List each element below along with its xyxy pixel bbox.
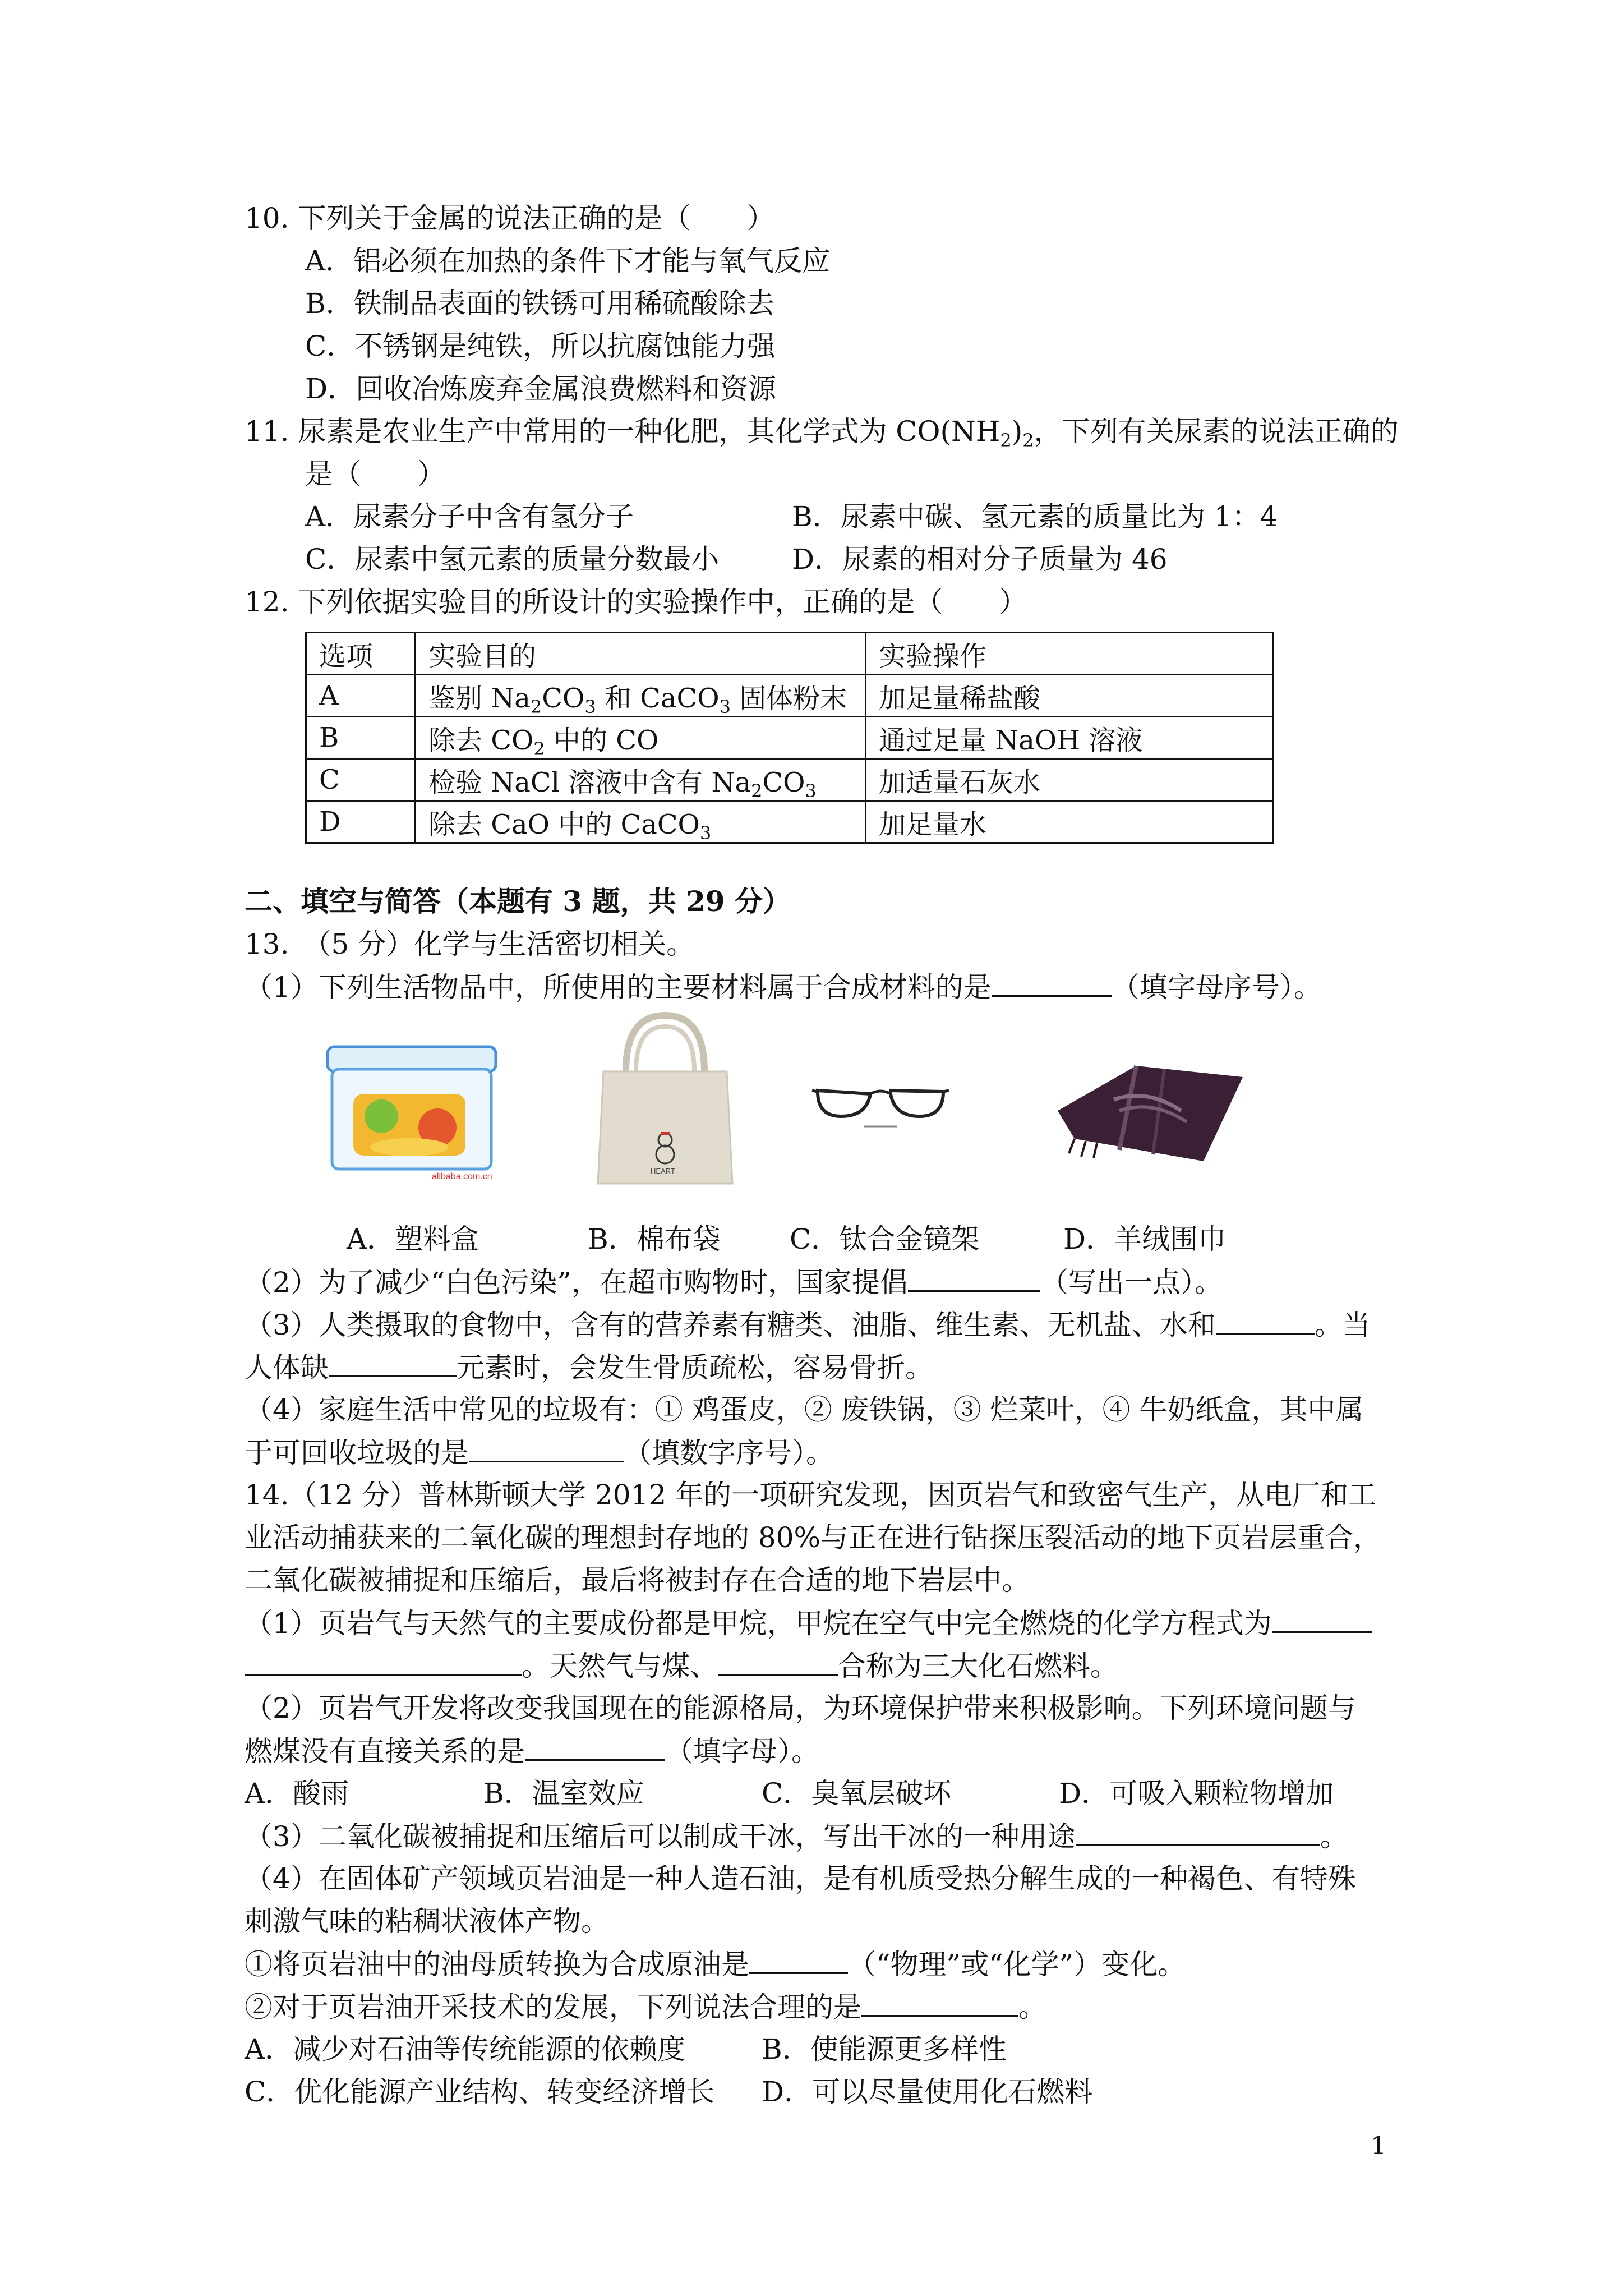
q10-option-b: B．铁制品表面的铁锈可用稀硫酸除去 bbox=[305, 287, 774, 320]
q14-option-b: B．使能源更多样性 bbox=[762, 2033, 1007, 2065]
q10-option-d: D．回收冶炼废弃金属浪费燃料和资源 bbox=[305, 372, 777, 405]
answer-blank[interactable] bbox=[1216, 1307, 1315, 1335]
table-cell-goal: 检验 NaCl 溶液中含有 $Na_2CO_3$ bbox=[416, 759, 866, 801]
table-row bbox=[306, 801, 1274, 843]
table-cell-operation: 加足量水 bbox=[866, 801, 1274, 843]
section-heading: 二、填空与简答（本题有 3 题，共 29 分） bbox=[245, 885, 791, 918]
q13-part3: （3）人类摄取的食物中，含有的营养素有糖类、油脂、维生素、无机盐、水和 。当 bbox=[245, 1307, 1371, 1342]
q14-part1-line2: 。天然气与煤、 合称为三大化石燃料。 bbox=[245, 1648, 1118, 1683]
q14-option-a: A．减少对石油等传统能源的依赖度 bbox=[245, 2033, 686, 2065]
titanium-glasses-image bbox=[808, 1077, 953, 1133]
q13-stem: 13. （5 分）化学与生活密切相关。 bbox=[245, 928, 695, 960]
table-cell-operation: 加足量稀盐酸 bbox=[866, 675, 1274, 717]
image-watermark: alibaba.com.cn bbox=[432, 1172, 492, 1181]
table-cell-option: D bbox=[306, 801, 416, 843]
q14-part2-option-b: B．温室效应 bbox=[483, 1777, 644, 1810]
q10-option-c: C．不锈钢是纯铁，所以抗腐蚀能力强 bbox=[305, 330, 776, 362]
q13-part4-line2: 于可回收垃圾的是 （填数字序号）。 bbox=[245, 1435, 834, 1470]
cotton-bag-image bbox=[592, 1010, 738, 1189]
bag-print-text: HEART bbox=[651, 1167, 675, 1175]
q13-item-c: C．钛合金镜架 bbox=[790, 1223, 980, 1255]
answer-blank[interactable] bbox=[992, 969, 1112, 997]
answer-blank[interactable] bbox=[469, 1435, 624, 1462]
q13-item-d: D．羊绒围巾 bbox=[1063, 1223, 1227, 1255]
answer-blank[interactable] bbox=[245, 1648, 522, 1676]
table-cell-option: A bbox=[306, 675, 416, 717]
q13-part3-line2: 人体缺 元素时，会发生骨质疏松，容易骨折。 bbox=[245, 1350, 933, 1385]
q14-intro-line1: 14.（12 分）普林斯顿大学 2012 年的一项研究发现，因页岩气和致密气生产，从电厂和工 bbox=[245, 1479, 1377, 1511]
page-number: 1 bbox=[1371, 2132, 1386, 2160]
q14-part1: （1）页岩气与天然气的主要成份都是甲烷，甲烷在空气中完全燃烧的化学方程式为 bbox=[245, 1605, 1372, 1641]
q13-part4: （4）家庭生活中常见的垃圾有：① 鸡蛋皮，② 废铁锅，③ 烂菜叶，④ 牛奶纸盒，其中属 bbox=[245, 1393, 1364, 1426]
q13-item-b: B．棉布袋 bbox=[588, 1223, 721, 1255]
q11-option-d: D．尿素的相对分子质量为 46 bbox=[792, 543, 1168, 576]
q10-option-a: A．铝必须在加热的条件下才能与氧气反应 bbox=[305, 245, 831, 277]
q13-part2: （2）为了减少“白色污染”，在超市购物时，国家提倡 （写出一点）。 bbox=[245, 1264, 1223, 1300]
wool-scarf-image bbox=[1052, 1055, 1254, 1167]
table-header-row bbox=[306, 633, 1274, 675]
q12-stem: 12. 下列依据实验目的所设计的实验操作中，正确的是（ ） bbox=[245, 586, 1027, 618]
table-cell-operation: 通过足量 NaOH 溶液 bbox=[866, 717, 1274, 759]
q14-part3: （3）二氧化碳被捕捉和压缩后可以制成干冰，写出干冰的一种用途 。 bbox=[245, 1819, 1348, 1854]
table-cell-operation: 加适量石灰水 bbox=[866, 759, 1274, 801]
q14-part4-line2: 刺激气味的粘稠状液体产物。 bbox=[245, 1905, 609, 1938]
q12-table bbox=[305, 632, 1274, 844]
q11-stem: 11. 尿素是农业生产中常用的一种化肥，其化学式为 $CO(NH_2)_2$，下列有关尿素的说法正确的 bbox=[245, 415, 1399, 451]
q13-item-a: A．塑料盒 bbox=[347, 1223, 479, 1255]
q14-part4: （4）在固体矿产领域页岩油是一种人造石油，是有机质受热分解生成的一种褐色、有特殊 bbox=[245, 1862, 1356, 1895]
q14-part2-line2: 燃煤没有直接关系的是 （填字母）。 bbox=[245, 1733, 819, 1769]
q14-option-c: C．优化能源产业结构、转变经济增长 bbox=[245, 2076, 715, 2108]
answer-blank[interactable] bbox=[861, 1989, 1018, 2017]
q11-option-b: B．尿素中碳、氢元素的质量比为 1：4 bbox=[792, 500, 1278, 533]
table-cell-option: B bbox=[306, 717, 416, 759]
q14-part2-option-d: D．可吸入颗粒物增加 bbox=[1059, 1777, 1334, 1810]
q14-sub1: ①将页岩油中的油母质转换为合成原油是 （“物理”或“化学”）变化。 bbox=[245, 1947, 1186, 1982]
q13-part1: （1）下列生活物品中，所使用的主要材料属于合成材料的是 （填字母序号）。 bbox=[245, 969, 1322, 1005]
table-header-cell: 实验目的 bbox=[416, 633, 866, 675]
answer-blank[interactable] bbox=[525, 1733, 665, 1761]
table-cell-goal: 鉴别 $Na_2CO_3$ 和 CaCO$_3$ 固体粉末 bbox=[416, 675, 866, 717]
table-header-cell: 选项 bbox=[306, 633, 416, 675]
q14-part2: （2）页岩气开发将改变我国现在的能源格局，为环境保护带来积极影响。下列环境问题与 bbox=[245, 1692, 1356, 1724]
table-row bbox=[306, 717, 1274, 759]
answer-blank[interactable] bbox=[1076, 1819, 1320, 1846]
answer-blank[interactable] bbox=[718, 1648, 838, 1676]
table-row bbox=[306, 675, 1274, 717]
q14-option-d: D．可以尽量使用化石燃料 bbox=[762, 2076, 1093, 2108]
plastic-box-image bbox=[320, 1043, 505, 1184]
q14-sub2: ②对于页岩油开采技术的发展，下列说法合理的是 。 bbox=[245, 1989, 1046, 2024]
table-cell-goal: 除去 CaO 中的 CaCO$_3$ bbox=[416, 801, 866, 843]
table-header-cell: 实验操作 bbox=[866, 633, 1274, 675]
q10-stem: 10. 下列关于金属的说法正确的是（ ） bbox=[245, 202, 775, 234]
q14-part2-option-a: A．酸雨 bbox=[245, 1777, 349, 1810]
table-cell-goal: 除去 $CO_2$ 中的 CO bbox=[416, 717, 866, 759]
answer-blank[interactable] bbox=[749, 1947, 848, 1974]
answer-blank[interactable] bbox=[908, 1264, 1040, 1292]
table-cell-option: C bbox=[306, 759, 416, 801]
q11-option-a: A．尿素分子中含有氢分子 bbox=[305, 500, 634, 533]
q11-option-c: C．尿素中氢元素的质量分数最小 bbox=[305, 543, 720, 576]
q14-intro-line2: 业活动捕获来的二氧化碳的理想封存地的 80%与正在进行钻探压裂活动的地下页岩层重合， bbox=[245, 1521, 1382, 1554]
answer-blank[interactable] bbox=[1272, 1605, 1372, 1633]
answer-blank[interactable] bbox=[329, 1350, 457, 1377]
table-row bbox=[306, 759, 1274, 801]
q14-intro-line3: 二氧化碳被捕捉和压缩后，最后将被封存在合适的地下岩层中。 bbox=[245, 1564, 1030, 1596]
q11-stem-line2: 是（ ） bbox=[305, 458, 445, 490]
q14-part2-option-c: C．臭氧层破坏 bbox=[762, 1777, 952, 1810]
